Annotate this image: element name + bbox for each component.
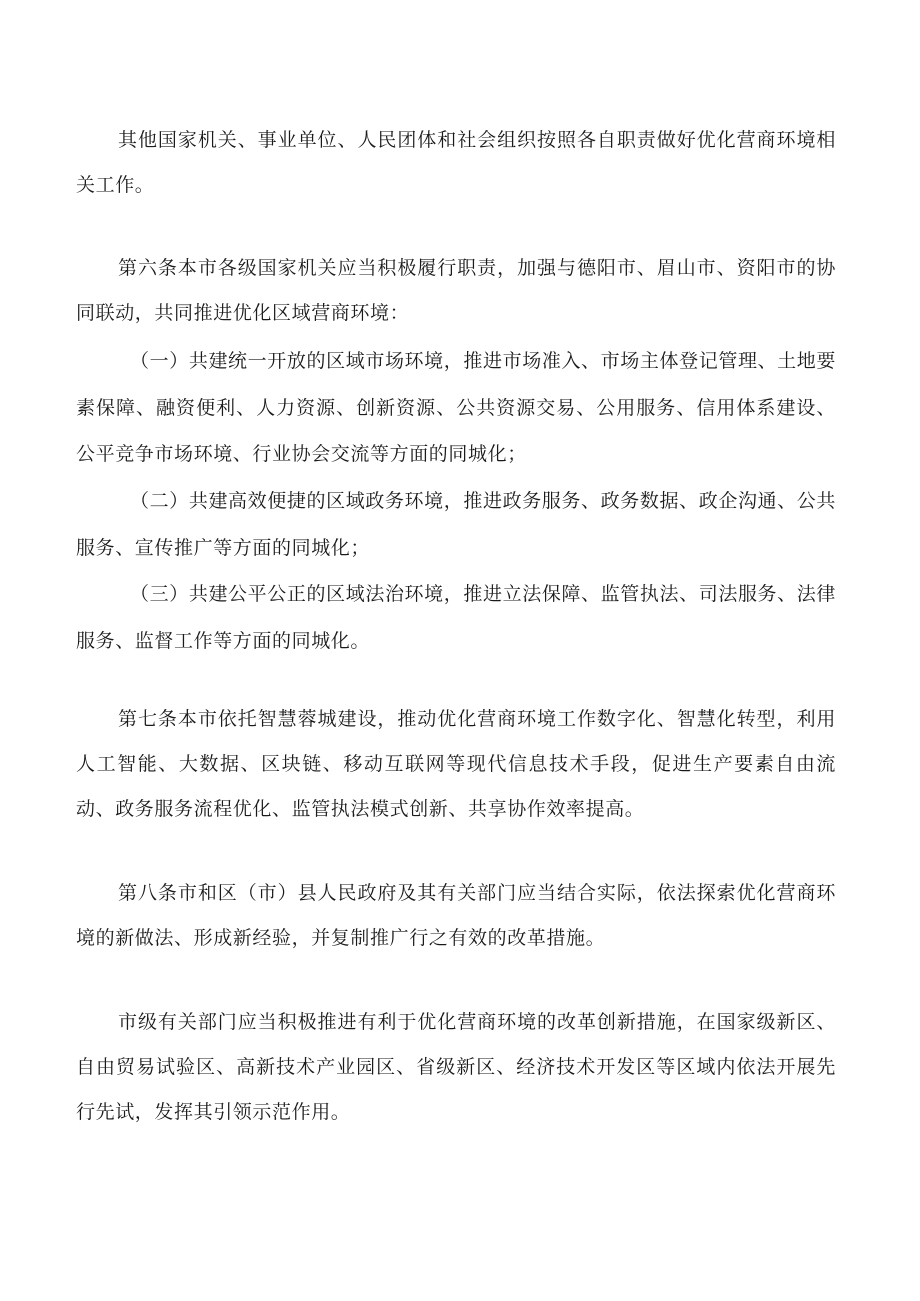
paragraph-article-6-item-1: （一）共建统一开放的区域市场环境，推进市场准入、市场主体登记管理、土地要素保障、融资便利、人力资源、创新资源、公共资源交易、公用服务、信用体系建设、公平竞争市场环境、行业协会交流等方面的同城化； bbox=[76, 350, 836, 465]
paragraph-article-8: 第八条市和区（市）县人民政府及其有关部门应当结合实际，依法探索优化营商环境的新做法、形成新经验，并复制推广行之有效的改革措施。 bbox=[76, 882, 836, 949]
paragraph-article-7: 第七条本市依托智慧蓉城建设，推动优化营商环境工作数字化、智慧化转型，利用人工智能、大数据、区块链、移动互联网等现代信息技术手段，促进生产要素自由流动、政务服务流程优化、监管执法模式创新、共享协作效率提高。 bbox=[76, 708, 836, 820]
paragraph-article-6-item-3: （三）共建公平公正的区域法治环境，推进立法保障、监管执法、司法服务、法律服务、监督工作等方面的同城化。 bbox=[76, 583, 836, 652]
paragraph-municipal-departments: 市级有关部门应当积极推进有利于优化营商环境的改革创新措施，在国家级新区、自由贸易试验区、高新技术产业园区、省级新区、经济技术开发区等区域内依法开展先行先试，发挥其引领示范作用。 bbox=[76, 1011, 836, 1123]
paragraph-article-6-item-2: （二）共建高效便捷的区域政务环境，推进政务服务、政务数据、政企沟通、公共服务、宣传推广等方面的同城化； bbox=[76, 490, 836, 559]
paragraph-other-organs: 其他国家机关、事业单位、人民团体和社会组织按照各自职责做好优化营商环境相关工作。 bbox=[76, 129, 836, 196]
paragraph-article-6: 第六条本市各级国家机关应当积极履行职责，加强与德阳市、眉山市、资阳市的协同联动，共同推进优化区域营商环境： bbox=[76, 257, 836, 324]
